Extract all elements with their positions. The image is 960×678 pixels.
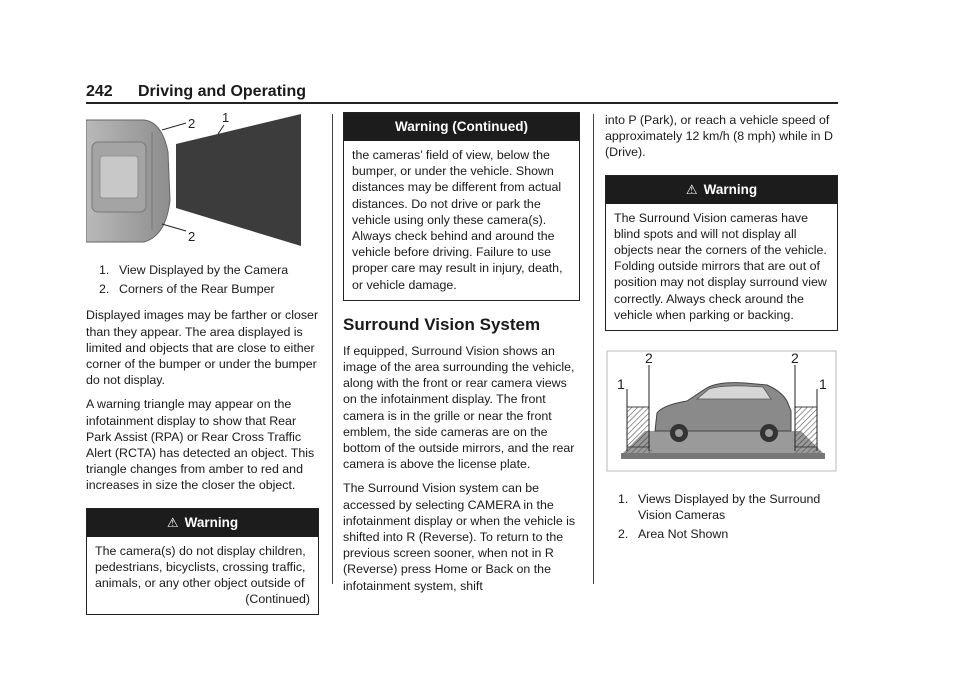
warning-continued-box [343,112,580,301]
callout-1-left: 1 [617,376,625,393]
legend-item: 1. View Displayed by the Camera [99,263,289,277]
column-left [86,112,319,623]
paragraph: The Surround Vision system can be accessed by selecting CAMERA in the infotainment display or when the vehicle is shifted into R (Reverse). To return to the previous screen sooner, when not in R (Reverse) press Home or Back on the infotainment system, shift [343,481,576,593]
surround-vision-illustration [605,349,838,473]
section-title: Driving and Operating [138,83,307,100]
blind-zone-right [795,407,817,447]
callout-2-top: 2 [188,116,196,131]
column-divider-2 [593,114,594,584]
column-middle [343,112,580,602]
rear-camera-figure [86,112,319,246]
callout-2-right: 2 [791,350,799,367]
warning-body: The camera(s) do not display children, pedestrians, bicyclists, crossing traffic, animals, or any other object outside of (Continued) [95,543,310,607]
callout-2-bottom: 2 [188,229,196,244]
warning-header: Warning (Continued) [344,113,579,141]
column-divider-1 [332,114,333,584]
warning-header: ⚠ Warning [87,509,318,537]
paragraph: into P (Park), or reach a vehicle speed of approximately 12 km/h (8 mph) while in D (Drive). [605,113,833,160]
warning-triangle-icon: ⚠ [166,514,179,530]
page-header [86,80,838,106]
continued-label: (Continued) [245,592,310,607]
paragraph: If equipped, Surround Vision shows an image of the area surrounding the vehicle, along with the front or rear camera views on the infotainment display. The front camera is in the grille or near the front emblem, the side cameras are on the bottom of the outside mirrors, and the rear camera is above the license plate. [343,343,575,472]
paragraph: A warning triangle may appear on the infotainment display to show that Rear Park Assist (RPA) or Rear Cross Traffic Alert (RCTA) has detected an object. This triangle changes from amber to red and increases in size the closer the object. [86,397,315,493]
callout-1-right: 1 [819,376,827,393]
column-right [605,112,838,553]
paragraph: Displayed images may be farther or closer than they appear. The area displayed is limited and objects that are close to either corner of the bumper or under the bumper do not display. [86,308,319,388]
page-number: 242 [86,83,113,100]
figure-legend [86,262,319,297]
blind-zone-left [627,407,649,447]
warning-box [86,508,319,616]
legend-item: 2. Area Not Shown [618,527,729,542]
figure-legend [605,491,838,543]
warning-header: ⚠ Warning [606,176,837,204]
callout-1: 1 [222,112,230,125]
warning-triangle-icon: ⚠ [685,181,698,197]
legend-item: 1. Views Displayed by the Surround Vision Cameras [618,492,821,523]
warning-box [605,175,838,331]
surround-vision-figure [605,349,838,473]
surround-view-area [623,431,823,453]
warning-body: The Surround Vision cameras have blind spots and will not display all objects near the corners of the vehicle. Folding outside mirrors that are out of position may not display surround view correctly. Always check around the vehicle when parking or backing. [614,210,827,322]
header-rule [86,102,838,104]
warning-body: the cameras’ field of view, below the bumper, or under the vehicle. Shown distances may be different from actual distances. Do not drive or park the vehicle using only these camera(s). Always check behind and around the vehicle before driving. Failure to use proper care may result in injury, death, or vehicle damage. [352,148,563,292]
callout-2-left: 2 [645,350,653,367]
legend-item: 2. Corners of the Rear Bumper [99,282,275,297]
rear-camera-illustration [86,112,318,246]
section-heading: Surround Vision System [343,314,541,334]
